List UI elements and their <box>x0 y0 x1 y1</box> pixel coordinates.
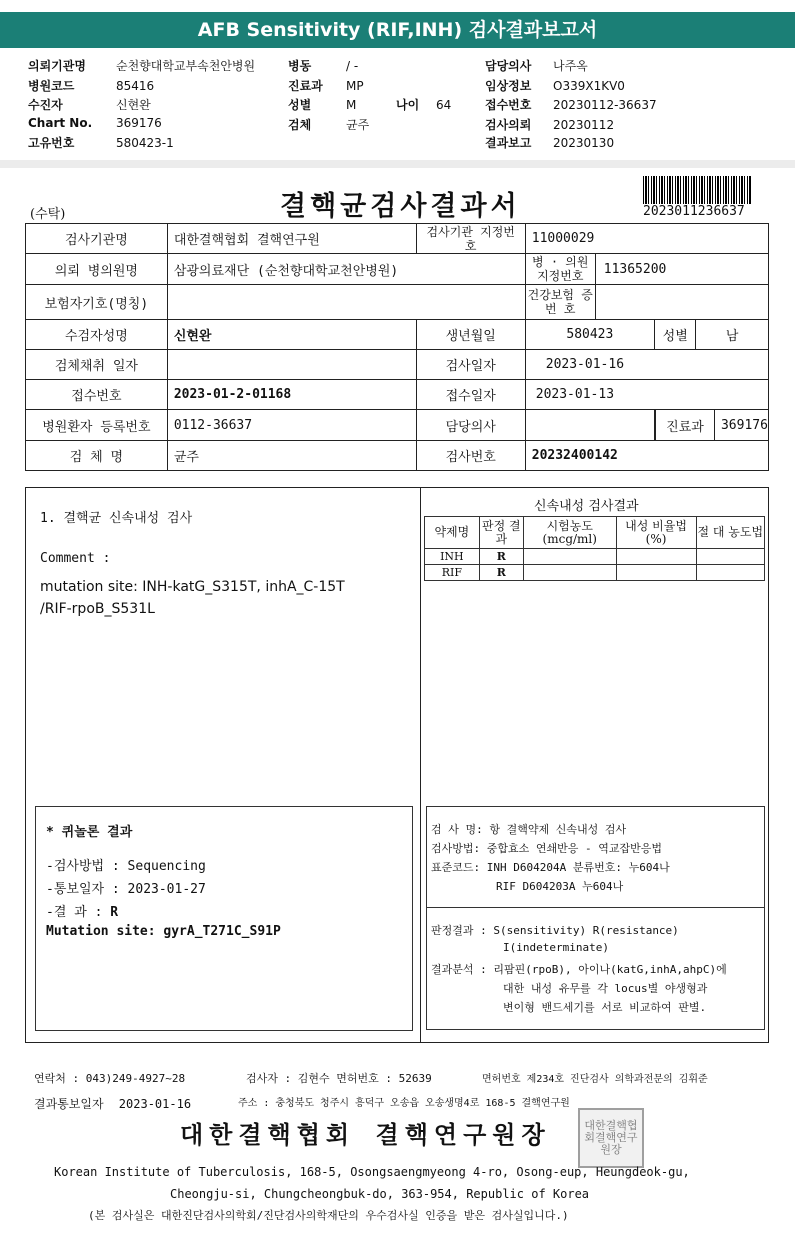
inst-label: 검사기관명 <box>26 224 168 254</box>
method-line-4: RIF D604203A 누604나 <box>496 880 624 893</box>
dob-label: 생년월일 <box>416 320 525 350</box>
header-label: 결과보고 <box>485 136 532 150</box>
header-mid-row <box>288 77 364 94</box>
health-label: 건강보험 증 번 호 <box>526 285 596 319</box>
header-label: 진료과 <box>288 79 323 93</box>
comment-label: Comment : <box>40 551 111 566</box>
sens-header: 내성 비율법(%) <box>616 517 696 549</box>
header-mid-row <box>288 57 358 74</box>
doctor-value <box>525 410 654 441</box>
recv-no-label: 접수번호 <box>26 380 168 410</box>
method-line-1: 검 사 명: 항 결핵약제 신속내성 검사 <box>431 823 627 836</box>
test-date-value: 2023-01-16 <box>525 350 768 380</box>
header-right-row <box>485 57 588 74</box>
header-label: 수진자 <box>28 98 63 112</box>
notice-label: 결과통보일자 <box>34 1097 104 1111</box>
table-row <box>425 565 765 581</box>
quinolone-result-label: -결 과 : <box>46 905 103 920</box>
req-value: 삼광의료재단 (순천향대학교천안병원) <box>167 254 525 285</box>
test-no-value: 20232400142 <box>525 441 768 471</box>
sensitivity-table <box>424 516 765 581</box>
method-divider <box>426 907 765 908</box>
drug-result: R <box>479 549 523 565</box>
age-value: 64 <box>436 98 452 112</box>
header-value: / - <box>346 59 359 73</box>
header-value: 85416 <box>116 79 155 93</box>
header-value: 580423-1 <box>116 136 174 150</box>
sens-title: 신속내성 검사결과 <box>534 499 639 514</box>
drug-name: INH <box>425 549 480 565</box>
header-right-row <box>485 116 614 133</box>
judge-line-2: I(indeterminate) <box>503 941 609 954</box>
header-label: 병원코드 <box>28 79 75 93</box>
header-value: 20230112 <box>553 118 615 132</box>
header-value: O339X1KV0 <box>553 79 625 93</box>
hosp-no-cell <box>525 254 768 285</box>
header-label: 병동 <box>288 59 312 73</box>
mutation-line-2: /RIF-rpoB_S531L <box>40 601 155 617</box>
quinolone-mutation: Mutation site: gyrA_T271C_S91P <box>46 924 281 939</box>
inst-value: 대한결핵협회 결핵연구원 <box>167 224 416 254</box>
patient-label: 수검자성명 <box>26 320 168 350</box>
header-label: 검사의뢰 <box>485 118 532 132</box>
official-seal-icon: 대한결핵협회결핵연구원장 <box>578 1108 644 1168</box>
sens-header: 약제명 <box>425 517 480 549</box>
dept-cell <box>654 410 768 441</box>
table-row <box>425 549 765 565</box>
drug-result: R <box>479 565 523 581</box>
empty-cell <box>523 565 616 581</box>
header-right-row <box>485 77 625 94</box>
header-left-row <box>28 77 154 94</box>
header-mid-row <box>288 116 369 133</box>
hosp-no-label: 병 · 의원 지정번호 <box>526 254 596 284</box>
ins-value <box>167 285 525 320</box>
english-address-2: Cheongju-si, Chungcheongbuk-do, 363-954, Republic of Korea <box>170 1187 590 1201</box>
patient-value: 신현완 <box>167 320 416 350</box>
header-value: 순천향대학교부속천안병원 <box>116 59 256 73</box>
doctor-label: 담당의사 <box>416 410 525 441</box>
result-divider <box>420 487 421 1043</box>
quinolone-result-value: R <box>110 905 119 920</box>
sens-header: 판정 결과 <box>479 517 523 549</box>
method-line-3: 표준코드: INH D604204A 분류번호: 누604나 <box>431 861 670 874</box>
analysis-line-1: 결과분석 : 리팜핀(rpoB), 아이나(katG,inhA,ahpC)에 <box>431 963 727 976</box>
dept-value: 369176 <box>720 417 768 433</box>
health-cell <box>525 285 768 320</box>
license-info: 면허번호 제234호 진단검사 의학과전문의 김휘준 <box>482 1074 708 1085</box>
document-title: 결핵균검사결과서 <box>280 191 521 222</box>
header-value: 369176 <box>116 116 162 130</box>
reg-value: 0112-36637 <box>167 410 416 441</box>
ins-label: 보험자기호(명칭) <box>26 285 168 320</box>
contact-info: 연락처 : 043)249-4927~28 <box>34 1072 186 1085</box>
section-separator <box>0 160 795 168</box>
header-label: 담당의사 <box>485 59 532 73</box>
header-left-row <box>28 96 151 113</box>
req-label: 의뢰 병의원명 <box>26 254 168 285</box>
english-address-1: Korean Institute of Tuberculosis, 168-5, Osongsaengmyeong 4-ro, Osong-eup, Heungdeok-gu, <box>54 1165 690 1179</box>
organization-name: 대한결핵협회 결핵연구원장 <box>180 1121 551 1149</box>
analysis-line-2: 대한 내성 유무를 각 locus별 야생형과 <box>503 982 708 995</box>
header-label: Chart No. <box>28 116 93 130</box>
header-label: 고유번호 <box>28 136 75 150</box>
header-mid-row <box>288 96 451 113</box>
judge-line-1: 판정결과 : S(sensitivity) R(resistance) <box>431 924 679 937</box>
hosp-no-value: 11365200 <box>603 261 667 277</box>
spec-value: 균주 <box>167 441 416 471</box>
empty-cell <box>616 549 696 565</box>
patient-info-table <box>25 223 769 471</box>
header-value: 나주옥 <box>553 59 588 73</box>
certification-note: (본 검사실은 대한진단검사의학회/진단검사의학재단의 우수검사실 인증을 받은 검사실입니다.) <box>88 1209 569 1222</box>
barcode-number: 2023011236637 <box>643 204 745 219</box>
sex-label: 성별 <box>654 320 695 350</box>
empty-cell <box>696 549 764 565</box>
header-label: 검체 <box>288 118 312 132</box>
consignment-label: (수탁) <box>30 207 66 222</box>
header-value: M <box>346 98 357 112</box>
empty-cell <box>696 565 764 581</box>
analysis-line-3: 변이형 밴드세기를 서로 비교하여 판별. <box>503 1001 707 1014</box>
recv-no-value: 2023-01-2-01168 <box>167 380 416 410</box>
collect-label: 검체채취 일자 <box>26 350 168 380</box>
mutation-line-1: mutation site: INH-katG_S315T, inhA_C-15T <box>40 579 345 595</box>
age-label: 나이 <box>396 98 420 112</box>
dob-value: 580423 <box>525 320 654 350</box>
report-banner: AFB Sensitivity (RIF,INH) 검사결과보고서 <box>0 12 795 48</box>
header-label: 접수번호 <box>485 98 532 112</box>
method-line-2: 검사방법: 중합효소 연쇄반응 - 역교잡반응법 <box>431 842 663 855</box>
test-date-label: 검사일자 <box>416 350 525 380</box>
header-left-row <box>28 116 162 130</box>
sex-value: 남 <box>696 320 769 350</box>
header-right-row <box>485 96 657 113</box>
header-label: 의뢰기관명 <box>28 59 86 73</box>
header-value: 20230130 <box>553 136 615 150</box>
sens-header: 시험농도 (mcg/ml) <box>523 517 616 549</box>
drug-name: RIF <box>425 565 480 581</box>
header-label: 성별 <box>288 98 312 112</box>
address: 주소 : 충청북도 청주시 흥덕구 오송읍 오송생명4로 168-5 결핵연구원 <box>238 1098 570 1109</box>
recv-date-label: 접수일자 <box>416 380 525 410</box>
sens-header: 절 대 농도법 <box>696 517 764 549</box>
header-value: MP <box>346 79 364 93</box>
inst-no-value: 11000029 <box>525 224 768 254</box>
spec-label: 검 체 명 <box>26 441 168 471</box>
header-label: 임상정보 <box>485 79 532 93</box>
barcode-icon <box>643 176 751 204</box>
inst-no-label: 검사기관 지정번호 <box>416 224 525 254</box>
header-right-row <box>485 134 614 151</box>
tester-info: 검사자 : 김현수 면허번호 : 52639 <box>246 1072 432 1085</box>
header-left-row <box>28 134 174 151</box>
header-left-row <box>28 57 255 74</box>
header-value: 신현완 <box>116 98 151 112</box>
quinolone-method: -검사방법 : Sequencing <box>46 859 206 874</box>
header-value: 20230112-36637 <box>553 98 657 112</box>
empty-cell <box>616 565 696 581</box>
quinolone-date: -통보일자 : 2023-01-27 <box>46 882 206 897</box>
notice-date: 2023-01-16 <box>118 1097 192 1111</box>
notice-date-row <box>34 1095 191 1112</box>
reg-label: 병원환자 등록번호 <box>26 410 168 441</box>
quinolone-title: * 퀴놀론 결과 <box>46 825 133 840</box>
dept-label: 진료과 <box>655 410 715 440</box>
empty-cell <box>523 549 616 565</box>
section-heading: 1. 결핵균 신속내성 검사 <box>40 511 193 526</box>
test-no-label: 검사번호 <box>416 441 525 471</box>
recv-date-value: 2023-01-13 <box>525 380 768 410</box>
quinolone-result <box>46 901 118 920</box>
collect-value <box>167 350 416 380</box>
header-value: 균주 <box>346 118 370 132</box>
